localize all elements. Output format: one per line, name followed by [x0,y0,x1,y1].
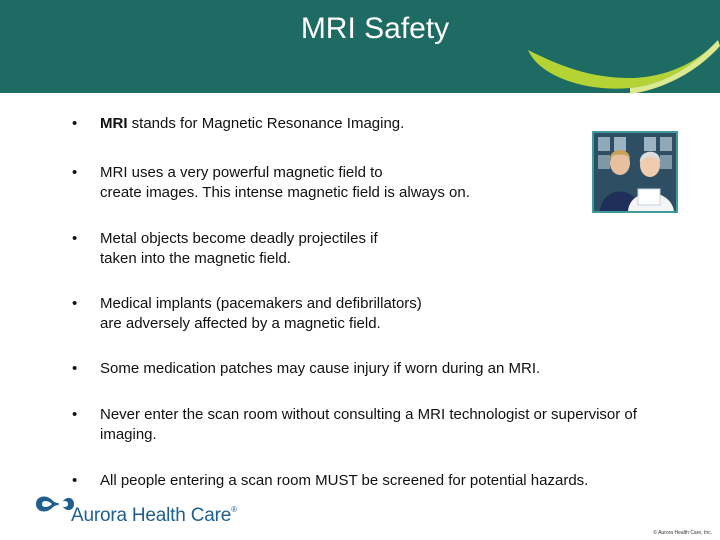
bullet-line: MRI uses a very powerful magnetic field to [100,164,383,181]
bullet-line: All people entering a scan room MUST be screened for potential hazards. [100,472,589,489]
swoosh-graphic [520,30,720,100]
doctors-reviewing-xray-photo [592,131,678,213]
copyright-notice: © Aurora Health Care, Inc. [653,530,712,536]
bullet-marker: • [72,230,78,247]
bullet-text: stands for Magnetic Resonance Imaging. [127,115,405,132]
bullet-line: Never enter the scan room without consulting a MRI technologist or supervisor of [100,406,637,423]
bullet-marker: • [72,115,78,132]
bullet-line: Metal objects become deadly projectiles if [100,230,378,247]
slide-title: MRI Safety [300,12,450,45]
bullet-marker: • [72,164,78,181]
logo-name: Aurora Health Care [71,505,232,526]
bullet-marker: • [72,360,78,377]
bullet-line: Medical implants (pacemakers and defibrillators) [100,295,422,312]
bullet-line: taken into the magnetic field. [100,250,291,267]
logo-wordmark [71,505,237,527]
bullet-line: create images. This intense magnetic field is always on. [100,184,470,201]
bullet-lead: MRI [100,115,128,132]
bullet-line: Some medication patches may cause injury if worn during an MRI. [100,360,541,377]
bullet-marker: • [72,472,78,489]
registered-mark: ® [231,505,237,514]
photo-illustration [594,133,676,211]
bullet-marker: • [72,406,78,423]
bullet-line: imaging. [100,426,157,443]
bullet-marker: • [72,295,78,312]
bullet-line: are adversely affected by a magnetic field. [100,315,381,332]
